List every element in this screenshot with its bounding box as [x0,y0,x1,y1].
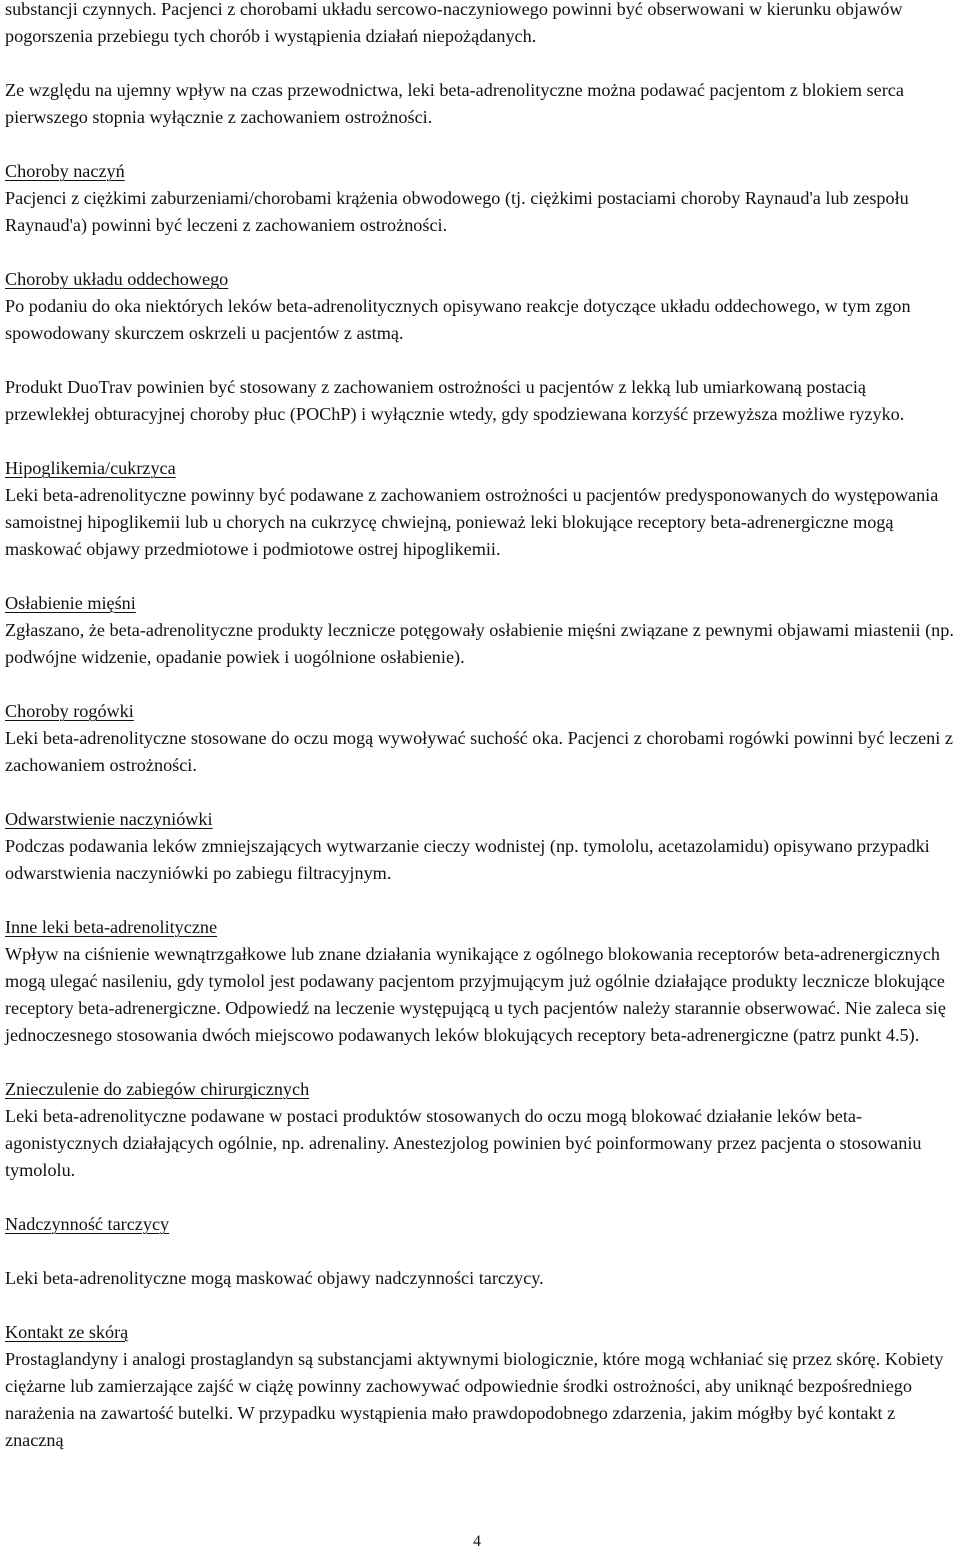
paragraph-spacer [5,347,955,374]
paragraph-spacer [5,671,955,698]
body-paragraph: Wpływ na ciśnienie wewnątrzgałkowe lub znane działania wynikające z ogólnego blokowania receptorów beta-adrenergicznych mogą ulegać nasileniu, gdy tymolol jest podawany pacjentom przyjmującym już ogólnie działające produkty lecznicze blokujące receptory beta-adrenergiczne. Odpowiedź na leczenie występującą u tych pacjentów należy starannie obserwować. Nie zaleca się jednoczesnego stosowania dwóch miejscowo podawanych leków blokujących receptory beta-adrenergiczne (patrz punkt 4.5). [5,944,946,1045]
section-heading: Choroby układu oddechowego [5,269,229,289]
paragraph-spacer [5,1049,955,1076]
section-heading: Choroby rogówki [5,701,134,721]
body-paragraph: substancji czynnych. Pacjenci z chorobami układu sercowo-naczyniowego powinni być obserwowani w kierunku objawów pogorszenia przebiegu tych chorób i wystąpienia działań niepożądanych. [5,0,903,46]
paragraph-spacer [5,887,955,914]
body-paragraph: Ze względu na ujemny wpływ na czas przewodnictwa, leki beta-adrenolityczne można podawać pacjentom z blokiem serca pierwszego stopnia wyłącznie z zachowaniem ostrożności. [5,80,904,127]
body-paragraph: Prostaglandyny i analogi prostaglandyn są substancjami aktywnymi biologicznie, które mogą wchłaniać się przez skórę. Kobiety ciężarne lub zamierzające zajść w ciążę powinny zachowywać odpowiednie środki ostrożności, aby uniknąć bezpośredniego narażenia na zawartość butelki. W przypadku wystąpienia mało prawdopodobnego zdarzenia, jakim mógłby być kontakt z znaczną [5,1349,944,1450]
body-paragraph: Po podaniu do oka niektórych leków beta-adrenolitycznych opisywano reakcje dotyczące układu oddechowego, w tym zgon spowodowany skurczem oskrzeli u pacjentów z astmą. [5,296,911,343]
section-heading: Hipoglikemia/cukrzyca [5,458,176,478]
body-paragraph: Pacjenci z ciężkimi zaburzeniami/chorobami krążenia obwodowego (tj. ciężkimi postaciami choroby Raynaud'a lub zespołu Raynaud'a) powinni być leczeni z zachowaniem ostrożności. [5,188,909,235]
body-paragraph: Zgłaszano, że beta-adrenolityczne produkty lecznicze potęgowały osłabienie mięśni związane z pewnymi objawami miastenii (np. podwójne widzenie, opadanie powiek i uogólnione osłabienie). [5,620,954,667]
section-heading: Znieczulenie do zabiegów chirurgicznych [5,1079,310,1099]
section-heading: Inne leki beta-adrenolityczne [5,917,218,937]
paragraph-spacer [5,428,955,455]
paragraph-spacer [5,131,955,158]
section-heading: Kontakt ze skórą [5,1322,129,1342]
paragraph-spacer [5,779,955,806]
document-page [5,0,955,1454]
section-heading: Choroby naczyń [5,161,125,181]
paragraph-spacer [5,563,955,590]
body-paragraph: Leki beta-adrenolityczne mogą maskować objawy nadczynności tarczycy. [5,1268,544,1288]
paragraph-spacer [5,1292,955,1319]
body-paragraph: Leki beta-adrenolityczne stosowane do oczu mogą wywoływać suchość oka. Pacjenci z chorobami rogówki powinni być leczeni z zachowaniem ostrożności. [5,728,953,775]
section-heading: Odwarstwienie naczyniówki [5,809,213,829]
body-paragraph: Leki beta-adrenolityczne powinny być podawane z zachowaniem ostrożności u pacjentów predysponowanych do występowania samoistnej hipoglikemii lub u chorych na cukrzycę chwiejną, ponieważ leki blokujące receptory beta-adrenergiczne mogą maskować objawy przedmiotowe i podmiotowe ostrej hipoglikemii. [5,485,939,559]
body-paragraph: Produkt DuoTrav powinien być stosowany z zachowaniem ostrożności u pacjentów z lekką lub umiarkowaną postacią przewlekłej obturacyjnej choroby płuc (POChP) i wyłącznie wtedy, gdy spodziewana korzyść przewyższa możliwe ryzyko. [5,377,905,424]
paragraph-spacer [5,1184,955,1211]
body-paragraph: Leki beta-adrenolityczne podawane w postaci produktów stosowanych do oczu mogą blokować działanie leków beta-agonistycznych działających ogólnie, np. adrenaliny. Anestezjolog powinien być poinformowany przez pacjenta o stosowaniu tymololu. [5,1106,922,1180]
section-heading: Nadczynność tarczycy [5,1214,170,1234]
document-body [5,0,955,1454]
page-number: 4 [473,1533,481,1550]
paragraph-spacer [5,239,955,266]
section-heading: Osłabienie mięśni [5,593,136,613]
body-paragraph: Podczas podawania leków zmniejszających wytwarzanie cieczy wodnistej (np. tymololu, acetazolamidu) opisywano przypadki odwarstwienia naczyniówki po zabiegu filtracyjnym. [5,836,930,883]
paragraph-spacer [5,1238,955,1265]
paragraph-spacer [5,50,955,77]
